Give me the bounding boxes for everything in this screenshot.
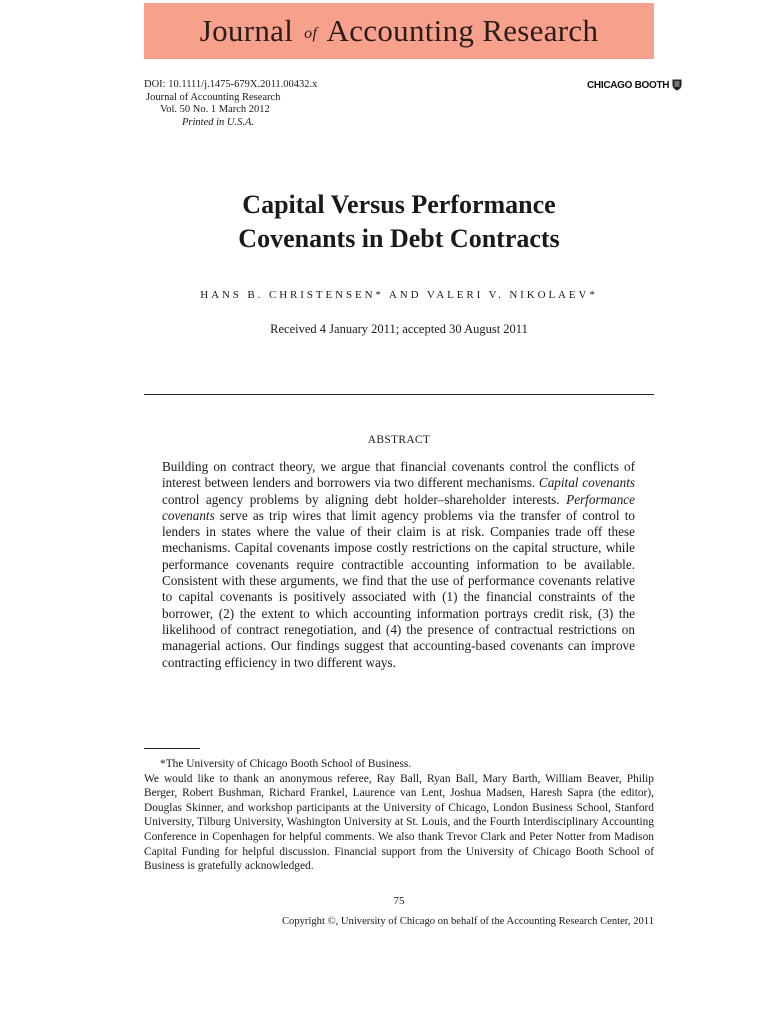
abstract-term-performance: Performance covenants: [162, 491, 635, 523]
page-number: 75: [393, 895, 405, 907]
journal-title: [200, 13, 599, 49]
title-line-2: Covenants in Debt Contracts: [238, 224, 560, 253]
article-meta: [144, 79, 317, 129]
shield-icon: [672, 79, 682, 91]
abstract-body: [162, 459, 635, 671]
abstract-text-1: Building on contract theory, we argue that financial covenants control the conflicts of interest between lenders and borrowers via two different mechanisms.: [162, 459, 635, 491]
abstract-text-3: serve as trip wires that limit agency problems via the transfer of control to lenders in states where the value of their claim is at risk. Companies trade off these mechanisms. Capital covenants impose costly restrictions on the capital structure, while performance covenants require contractible accounting information to be available. Consistent with these arguments, we find that the use of performance covenants relative to capital covenants is positively associated with (1) the financial constraints of the borrower, (2) the extent to which accounting information portrays credit risk, (3) the likelihood of contract renegotiation, and (4) the presence of contractual restrictions on managerial actions. Our findings suggest that accounting-based covenants can improve contracting efficiency in two different ways.: [162, 507, 635, 670]
authors: HANS B. CHRISTENSEN* AND VALERI V. NIKOLAEV*: [200, 289, 598, 301]
received-dates: Received 4 January 2011; accepted 30 August 2011: [270, 322, 528, 336]
doi-link[interactable]: DOI: 10.1111/j.1475-679X.2011.00432.x: [144, 79, 318, 90]
footnote-acknowledgments: We would like to thank an anonymous referee, Ray Ball, Ryan Ball, Mary Barth, William Beaver, Philip Berger, Robert Bushman, Richard Frankel, Laurence van Lent, Joshua Madsen, Haresh Sapra (the editor), Douglas Skinner, and workshop participants at the University of Chicago, London Business School, Stanford University, Tilburg University, Washington University at St. Louis, and the Fourth Interdisciplinary Accounting Conference in Copenhagen for helpful comments. We also thank Trevor Clark and Peter Notter from Madison Capital Funding for helpful discussion. Financial support from the University of Chicago Booth School of Business is gratefully acknowledged.: [144, 772, 654, 873]
copyright-notice: Copyright ©, University of Chicago on behalf of the Accounting Research Center, 2011: [281, 916, 654, 927]
footnote-divider: [144, 748, 200, 749]
footnotes: [144, 757, 654, 874]
chicago-booth-logo-text: CHICAGO BOOTH: [587, 79, 670, 91]
printed-line: Printed in U.S.A.: [182, 116, 255, 128]
journal-title-part2: Accounting Research: [326, 13, 599, 48]
abstract-heading: ABSTRACT: [367, 434, 431, 446]
journal-title-of: of: [304, 25, 318, 42]
journal-banner: [144, 3, 654, 59]
title-line-1: Capital Versus Performance: [242, 190, 556, 219]
section-divider: [144, 394, 654, 395]
abstract-text-2: control agency problems by aligning debt holder–shareholder interests.: [162, 491, 567, 507]
article-title: [144, 188, 654, 256]
volume-line: Vol. 50 No. 1 March 2012: [160, 104, 270, 115]
chicago-booth-logo: [587, 79, 682, 91]
footnote-affiliation: *The University of Chicago Booth School of Business.: [160, 758, 412, 770]
journal-title-part1: Journal: [199, 13, 294, 48]
journal-line: Journal of Accounting Research: [146, 91, 281, 103]
abstract-term-capital: Capital covenants: [538, 475, 635, 491]
